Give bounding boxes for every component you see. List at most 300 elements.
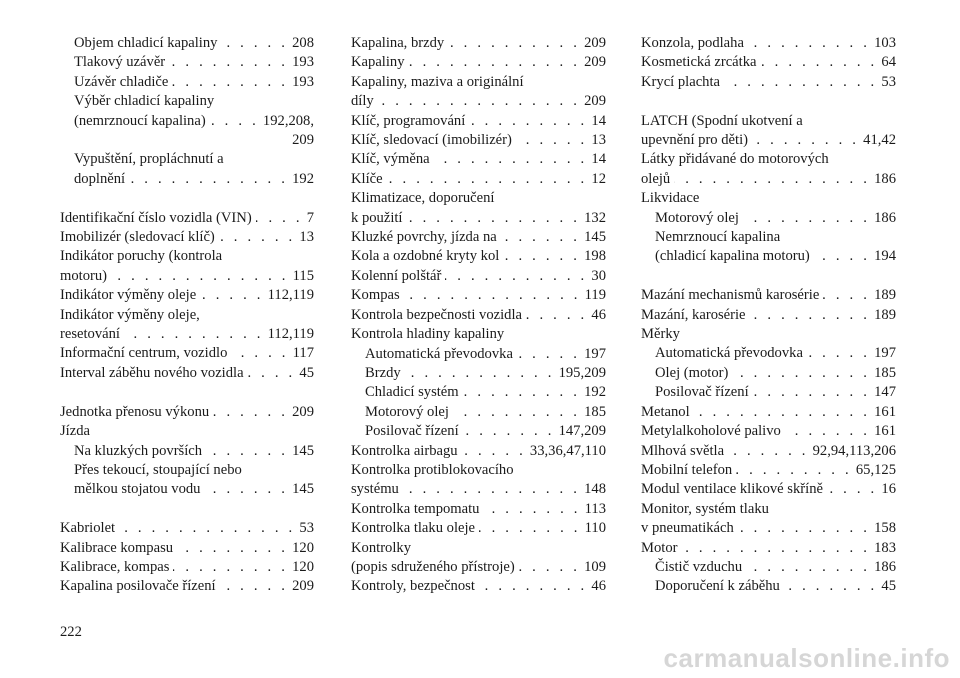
dot-leader bbox=[516, 131, 588, 150]
index-entry-label: Olej (motor) bbox=[655, 364, 729, 381]
index-entry-label: Metylalkoholové palivo bbox=[641, 423, 781, 440]
index-entry-label: Kompas bbox=[351, 287, 400, 304]
dot-leader bbox=[409, 53, 581, 72]
index-entry-label: Motorový olej bbox=[365, 403, 449, 420]
index-entry bbox=[351, 209, 606, 228]
index-entry-page: 186 bbox=[874, 558, 896, 575]
index-entry-page: 53 bbox=[881, 73, 896, 90]
index-entry bbox=[351, 170, 606, 189]
index-entry-page: 186 bbox=[874, 209, 896, 226]
index-entry-page: 198 bbox=[584, 248, 606, 265]
index-entry bbox=[351, 558, 606, 577]
index-entry-label: Kolenní polštář bbox=[351, 267, 442, 284]
index-entry-label: Kontrola bezpečnosti vozidla bbox=[351, 306, 523, 323]
index-entry bbox=[351, 34, 606, 53]
index-entry-page: 145 bbox=[584, 229, 606, 246]
index-entry-label: Kontrolka protiblokovacího bbox=[351, 461, 514, 478]
index-entry bbox=[351, 442, 606, 461]
dot-leader bbox=[256, 209, 303, 228]
dot-leader bbox=[404, 286, 581, 305]
index-entry-page: 209 bbox=[584, 93, 606, 110]
index-entry-label: Chladicí systém bbox=[365, 384, 459, 401]
index-entry bbox=[60, 539, 314, 558]
index-entry-page: 64 bbox=[881, 54, 896, 71]
index-entry bbox=[60, 577, 314, 596]
index-entry-heading bbox=[351, 73, 606, 92]
index-entry-label: Čistič vzduchu bbox=[655, 558, 743, 575]
index-entry-page: 209 bbox=[584, 54, 606, 71]
dot-leader bbox=[219, 228, 296, 247]
dot-leader bbox=[463, 422, 555, 441]
index-entry-label: Mazání mechanismů karosérie bbox=[641, 287, 820, 304]
index-entry-page: 197 bbox=[584, 345, 606, 362]
index-entry-page: 185 bbox=[874, 364, 896, 381]
index-entry bbox=[641, 73, 896, 92]
index-entry-page: 145 bbox=[292, 442, 314, 459]
index-entry-continuation bbox=[60, 131, 314, 150]
index-entry-label: Kontrola hladiny kapaliny bbox=[351, 326, 505, 343]
index-entry-page: 30 bbox=[591, 267, 606, 284]
dot-leader bbox=[462, 442, 526, 461]
index-entry-label: Kluzké povrchy, jízda na bbox=[351, 229, 497, 246]
index-entry bbox=[60, 286, 314, 305]
index-entry-label: mělkou stojatou vodu bbox=[74, 481, 201, 498]
index-entry bbox=[60, 558, 314, 577]
dot-leader bbox=[221, 34, 288, 53]
index-entry bbox=[641, 131, 896, 150]
index-subentry bbox=[60, 170, 314, 189]
index-entry-label: Informační centrum, vozidlo bbox=[60, 345, 228, 362]
watermark: carmanualsonline.info bbox=[663, 643, 950, 673]
dot-leader bbox=[124, 325, 264, 344]
dot-leader bbox=[111, 267, 289, 286]
index-subentry bbox=[60, 112, 314, 131]
index-subentry bbox=[641, 383, 896, 402]
dot-leader bbox=[724, 73, 877, 92]
index-spacer bbox=[60, 383, 314, 402]
index-column-2 bbox=[351, 34, 606, 597]
index-entry-label: Kontrolka tlaku oleje bbox=[351, 520, 476, 537]
index-entry-page: 7 bbox=[306, 209, 314, 226]
index-subentry bbox=[351, 403, 606, 422]
dot-leader bbox=[204, 480, 288, 499]
index-entry bbox=[351, 150, 606, 169]
index-entry-page: 103 bbox=[874, 35, 896, 51]
dot-leader bbox=[750, 306, 871, 325]
dot-leader bbox=[200, 286, 263, 305]
dot-leader bbox=[479, 519, 581, 538]
dot-leader bbox=[738, 519, 870, 538]
index-subentry bbox=[641, 247, 896, 266]
index-entry-page: 120 bbox=[292, 558, 314, 575]
index-entry-page: 112,119 bbox=[267, 326, 314, 343]
dot-leader bbox=[785, 422, 870, 441]
index-entry-page: 110 bbox=[584, 520, 606, 537]
index-subentry-heading bbox=[641, 228, 896, 247]
dot-leader bbox=[469, 112, 587, 131]
index-entry bbox=[641, 539, 896, 558]
dot-leader bbox=[129, 170, 288, 189]
index-subentry bbox=[351, 383, 606, 402]
dot-leader bbox=[674, 170, 870, 189]
dot-leader bbox=[681, 539, 870, 558]
dot-leader bbox=[501, 228, 580, 247]
dot-leader bbox=[406, 209, 580, 228]
dot-leader bbox=[445, 267, 587, 286]
index-entry-label: Objem chladicí kapaliny bbox=[74, 35, 218, 51]
dot-leader bbox=[748, 34, 870, 53]
index-entry bbox=[641, 286, 896, 305]
index-entry-page: 148 bbox=[584, 481, 606, 498]
index-subentry bbox=[641, 344, 896, 363]
index-entry-page: 16 bbox=[881, 481, 896, 498]
dot-leader bbox=[463, 383, 580, 402]
index-entry-label: Klimatizace, doporučení bbox=[351, 190, 495, 207]
index-entry-label: Nemrznoucí kapalina bbox=[655, 229, 781, 246]
dot-leader bbox=[519, 558, 580, 577]
index-entry bbox=[641, 422, 896, 441]
index-entry-label: Uzávěr chladiče bbox=[74, 73, 169, 90]
index-entry-heading bbox=[641, 500, 896, 519]
index-entry-page: 161 bbox=[874, 423, 896, 440]
index-entry-page: 147 bbox=[874, 384, 896, 401]
dot-leader bbox=[479, 577, 588, 596]
dot-leader bbox=[387, 170, 588, 189]
index-entry-label: Na kluzkých površích bbox=[74, 442, 203, 459]
index-entry bbox=[351, 247, 606, 266]
index-entry bbox=[60, 403, 314, 422]
index-entry-page: 186 bbox=[874, 170, 896, 187]
index-subentry-heading bbox=[60, 461, 314, 480]
index-entry bbox=[351, 92, 606, 111]
index-entry-page: 53 bbox=[299, 520, 314, 537]
index-entry-label: Posilovač řízení bbox=[655, 384, 749, 401]
index-entry-label: Indikátor výměny oleje, bbox=[60, 306, 200, 323]
dot-leader bbox=[172, 73, 288, 92]
dot-leader bbox=[752, 131, 859, 150]
index-entry-label: Vypuštění, propláchnutí a bbox=[74, 151, 224, 168]
index-entry-page: 92,94,113,206 bbox=[812, 442, 896, 459]
index-entry-label: Automatická převodovka bbox=[365, 345, 513, 362]
dot-leader bbox=[206, 442, 288, 461]
index-entry bbox=[351, 480, 606, 499]
index-entry-label: Interval záběhu nového vozidla bbox=[60, 364, 244, 381]
index-entry-page: 209 bbox=[584, 35, 606, 51]
index-entry-label: k použití bbox=[351, 209, 403, 226]
index-entry-label: v pneumatikách bbox=[641, 520, 734, 537]
dot-leader bbox=[119, 519, 295, 538]
index-entry-label: Klíč, programování bbox=[351, 112, 466, 129]
dot-leader bbox=[210, 112, 259, 131]
dot-leader bbox=[823, 286, 870, 305]
index-entry-page: 209 bbox=[292, 578, 314, 595]
index-entry-page: 185 bbox=[584, 403, 606, 420]
index-entry-label: Kola a ozdobné kryty kol bbox=[351, 248, 500, 265]
index-entry-heading bbox=[641, 150, 896, 169]
dot-leader bbox=[827, 480, 877, 499]
index-entry-label: Tlakový uzávěr bbox=[74, 54, 166, 71]
index-entry-label: Doporučení k záběhu bbox=[655, 578, 780, 595]
index-entry bbox=[351, 519, 606, 538]
index-entry-heading bbox=[60, 247, 314, 266]
index-entry-page: 132 bbox=[584, 209, 606, 226]
index-entry-page: 147,209 bbox=[558, 423, 606, 440]
index-entry-label: Metanol bbox=[641, 403, 690, 420]
index-entry-label: Motor bbox=[641, 539, 678, 556]
index-entry-page: 13 bbox=[591, 132, 606, 149]
index-entry-label: olejů bbox=[641, 170, 671, 187]
dot-leader bbox=[169, 53, 288, 72]
index-entry bbox=[351, 131, 606, 150]
index-entry-label: Kontrolky bbox=[351, 539, 411, 556]
index-entry-label: Indikátor výměny oleje bbox=[60, 287, 197, 304]
dot-leader bbox=[220, 577, 289, 596]
index-entry-page: 192 bbox=[584, 384, 606, 401]
dot-leader bbox=[753, 383, 870, 402]
index-entry-label: Mobilní telefon bbox=[641, 461, 733, 478]
index-entry bbox=[60, 325, 314, 344]
index-column-1 bbox=[60, 34, 314, 597]
index-entry-label: Jednotka přenosu výkonu bbox=[60, 403, 210, 420]
index-entry-label: Klíč, výměna bbox=[351, 151, 430, 168]
index-entry-label: (nemrznoucí kapalina) bbox=[74, 112, 206, 129]
index-entry-label: díly bbox=[351, 93, 374, 110]
index-entry-label: Identifikační číslo vozidla (VIN) bbox=[60, 209, 252, 226]
index-subentry bbox=[351, 364, 606, 383]
index-entry-label: Posilovač řízení bbox=[365, 423, 459, 440]
dot-leader bbox=[517, 345, 580, 364]
index-entry bbox=[60, 267, 314, 286]
dot-leader bbox=[378, 92, 580, 111]
index-entry-page: 197 bbox=[874, 345, 896, 362]
index-entry-page: 46 bbox=[591, 306, 606, 323]
index-entry-label: motoru) bbox=[60, 267, 108, 284]
index-entry-label: resetování bbox=[60, 326, 120, 343]
index-spacer bbox=[641, 92, 896, 111]
index-entry-label: Výběr chladicí kapaliny bbox=[74, 93, 215, 110]
index-entry-page: 192 bbox=[292, 170, 314, 187]
index-entry-page: 112,119 bbox=[267, 287, 314, 304]
index-entry-page: 189 bbox=[874, 306, 896, 323]
index-subentry bbox=[351, 422, 606, 441]
index-entry-label: Kalibrace kompasu bbox=[60, 539, 174, 556]
index-entry bbox=[351, 228, 606, 247]
dot-leader bbox=[526, 306, 587, 325]
index-entry-page: 115 bbox=[292, 267, 314, 284]
index-subentry bbox=[60, 442, 314, 461]
index-entry bbox=[641, 461, 896, 480]
index-entry bbox=[351, 267, 606, 286]
index-subentry bbox=[351, 345, 606, 364]
dot-leader bbox=[732, 364, 870, 383]
index-entry-label: Krycí plachta bbox=[641, 73, 721, 90]
index-entry-page: 46 bbox=[591, 578, 606, 595]
index-entry-label: (popis sdruženého přístroje) bbox=[351, 558, 515, 575]
dot-leader bbox=[694, 403, 870, 422]
index-entry-label: Mlhová světla bbox=[641, 442, 725, 459]
index-entry-label: Kosmetická zrcátka bbox=[641, 54, 757, 71]
dot-leader bbox=[503, 247, 580, 266]
index-entry bbox=[60, 364, 314, 383]
index-subentry bbox=[641, 364, 896, 383]
index-entry-page: 145 bbox=[292, 481, 314, 498]
index-entry-page: 208 bbox=[292, 35, 314, 51]
index-entry-label: Konzola, podlaha bbox=[641, 35, 744, 51]
index-entry bbox=[641, 53, 896, 72]
index-entry-label: Kontrolka tempomatu bbox=[351, 500, 480, 517]
dot-leader bbox=[807, 344, 870, 363]
index-entry-label: Likvidace bbox=[641, 190, 700, 207]
index-entry-label: Kapaliny bbox=[351, 54, 405, 71]
index-entry-page: 12 bbox=[591, 170, 606, 187]
dot-leader bbox=[784, 577, 878, 596]
dot-leader bbox=[248, 364, 296, 383]
dot-leader bbox=[483, 500, 580, 519]
index-subentry-heading bbox=[60, 150, 314, 169]
dot-leader bbox=[814, 247, 870, 266]
index-entry-page: 209 bbox=[292, 403, 314, 420]
index-entry bbox=[641, 519, 896, 538]
index-entry-label: Monitor, systém tlaku bbox=[641, 500, 769, 517]
index-subentry-heading bbox=[60, 92, 314, 111]
index-entry bbox=[60, 228, 314, 247]
index-entry-label: Klíče bbox=[351, 170, 383, 187]
dot-leader bbox=[173, 558, 288, 577]
index-entry-label: (chladicí kapalina motoru) bbox=[655, 248, 810, 265]
dot-leader bbox=[760, 53, 877, 72]
index-entry-heading bbox=[60, 306, 314, 325]
dot-leader bbox=[177, 539, 288, 558]
index-entry bbox=[641, 34, 896, 53]
index-entry-page: 193 bbox=[292, 54, 314, 71]
index-entry-label: Jízda bbox=[60, 423, 90, 440]
index-entry-page: 194 bbox=[874, 248, 896, 265]
index-spacer bbox=[641, 267, 896, 286]
index-subentry bbox=[60, 480, 314, 499]
dot-leader bbox=[434, 150, 588, 169]
dot-leader bbox=[448, 34, 580, 53]
index-subentry bbox=[60, 34, 314, 53]
index-entry-label: doplnění bbox=[74, 170, 126, 187]
dot-leader bbox=[231, 344, 288, 363]
index-entry-page: 14 bbox=[591, 112, 606, 129]
index-entry-page: 183 bbox=[874, 539, 896, 556]
index-entry bbox=[60, 519, 314, 538]
index-entry-label: Kapalina posilovače řízení bbox=[60, 578, 216, 595]
index-entry-label: systému bbox=[351, 481, 399, 498]
index-entry-label: Kapaliny, maziva a originální bbox=[351, 73, 524, 90]
index-entry-heading bbox=[351, 325, 606, 344]
index-entry-page: 189 bbox=[874, 287, 896, 304]
index-entry-heading bbox=[351, 539, 606, 558]
page-number: 222 bbox=[60, 624, 82, 640]
dot-leader bbox=[746, 558, 870, 577]
index-column-3 bbox=[641, 34, 896, 597]
index-entry bbox=[351, 112, 606, 131]
dot-leader bbox=[213, 403, 288, 422]
index-entry-page: 193 bbox=[292, 73, 314, 90]
index-entry bbox=[641, 403, 896, 422]
index-entry-label: LATCH (Spodní ukotvení a bbox=[641, 112, 803, 129]
index-entry-label: Imobilizér (sledovací klíč) bbox=[60, 229, 215, 246]
index-entry-label: Kontrolka airbagu bbox=[351, 442, 458, 459]
index-entry-page: 33,36,47,110 bbox=[529, 442, 606, 459]
index-entry-page: 117 bbox=[292, 345, 314, 362]
index-entry-label: Kontroly, bezpečnost bbox=[351, 578, 475, 595]
index-entry bbox=[60, 209, 314, 228]
index-entry-page: 109 bbox=[584, 558, 606, 575]
index-entry-label: Automatická převodovka bbox=[655, 345, 803, 362]
index-entry bbox=[351, 577, 606, 596]
index-entry bbox=[641, 480, 896, 499]
index-entry-label: Měrky bbox=[641, 326, 680, 343]
index-entry-heading bbox=[60, 422, 314, 441]
index-entry-page: 14 bbox=[591, 151, 606, 168]
index-entry-label: Klíč, sledovací (imobilizér) bbox=[351, 132, 512, 149]
index-entry bbox=[351, 500, 606, 519]
dot-leader bbox=[743, 209, 870, 228]
index-entry-page: 13 bbox=[299, 229, 314, 246]
index-entry-label: Motorový olej bbox=[655, 209, 739, 226]
index-entry-page: 45 bbox=[299, 364, 314, 381]
index-subentry bbox=[60, 53, 314, 72]
index-entry-page: 192,208, bbox=[262, 112, 314, 129]
index-entry-label: Brzdy bbox=[365, 364, 401, 381]
index-entry bbox=[351, 306, 606, 325]
index-entry-page: 65,125 bbox=[855, 461, 896, 478]
index-entry bbox=[351, 286, 606, 305]
index-entry-heading bbox=[351, 461, 606, 480]
index-subentry bbox=[60, 73, 314, 92]
dot-leader bbox=[453, 403, 580, 422]
index-entry-label: Kabriolet bbox=[60, 520, 116, 537]
index-entry-page: 119 bbox=[584, 287, 606, 304]
index-spacer bbox=[60, 189, 314, 208]
index-entry-page: 120 bbox=[292, 539, 314, 556]
dot-leader bbox=[728, 442, 809, 461]
index-entry-page: 45 bbox=[881, 578, 896, 595]
index-entry-heading bbox=[641, 112, 896, 131]
index-subentry bbox=[641, 577, 896, 596]
index-entry-page: 113 bbox=[584, 500, 606, 517]
dot-leader bbox=[405, 364, 555, 383]
index-subentry bbox=[641, 558, 896, 577]
index-entry-heading bbox=[641, 189, 896, 208]
index-entry bbox=[641, 170, 896, 189]
index-entry-label: Kapalina, brzdy bbox=[351, 35, 445, 51]
index-subentry bbox=[641, 209, 896, 228]
index-entry-heading bbox=[641, 325, 896, 344]
index-entry-label: Látky přidávané do motorových bbox=[641, 151, 829, 168]
index-entry-label: Kalibrace, kompas bbox=[60, 558, 170, 575]
index-entry-label: Mazání, karosérie bbox=[641, 306, 746, 323]
index-entry-page: 158 bbox=[874, 520, 896, 537]
index-entry-page: 41,42 bbox=[863, 132, 896, 149]
index-entry bbox=[641, 306, 896, 325]
dot-leader bbox=[403, 480, 580, 499]
index-entry bbox=[641, 442, 896, 461]
index-entry bbox=[351, 53, 606, 72]
index-entry-page: 209 bbox=[292, 132, 314, 149]
index-entry-label: upevnění pro děti) bbox=[641, 132, 748, 149]
index-spacer bbox=[60, 500, 314, 519]
index-entry-label: Přes tekoucí, stoupající nebo bbox=[74, 461, 242, 478]
index-entry-label: Modul ventilace klikové skříně bbox=[641, 481, 823, 498]
index-entry-page: 161 bbox=[874, 403, 896, 420]
index-entry-heading bbox=[351, 189, 606, 208]
index-entry bbox=[60, 344, 314, 363]
index-entry-page: 195,209 bbox=[558, 364, 606, 381]
